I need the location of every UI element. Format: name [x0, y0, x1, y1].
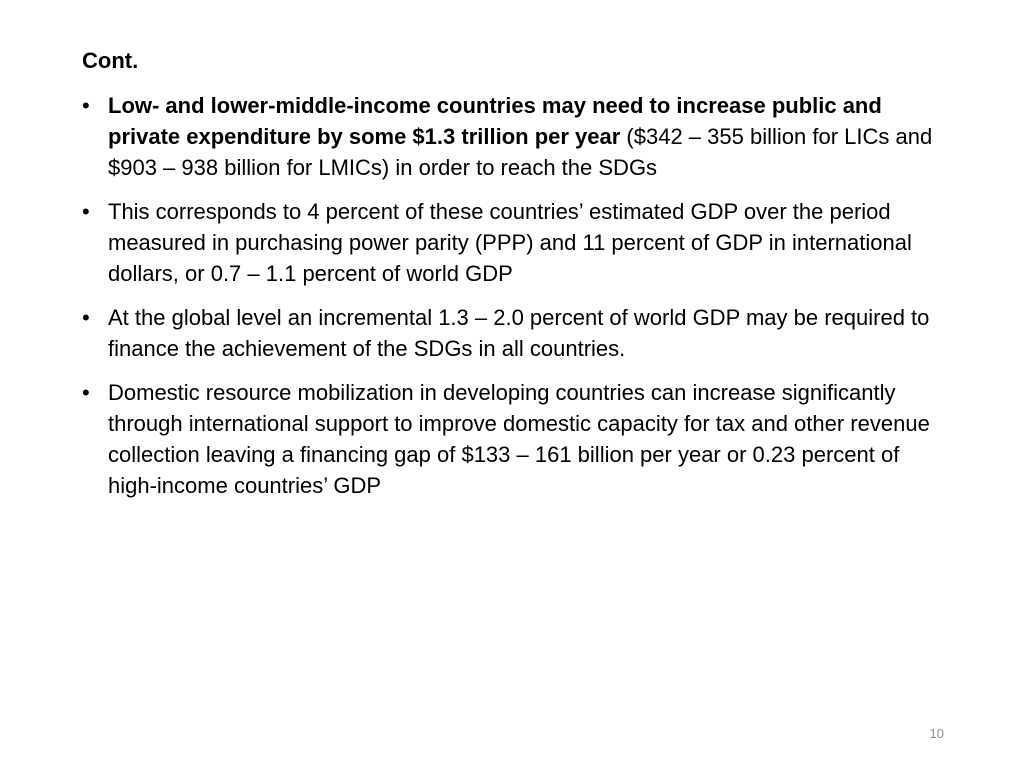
- bullet-icon: •: [82, 380, 90, 405]
- bullet-text: This corresponds to 4 percent of these countries’ estimated GDP over the period measured in purchasing power parity (PPP) and 11 percent of GDP in international dollars, or 0.7 – 1.1 percent of world GDP: [108, 199, 912, 286]
- slide-title: Cont.: [82, 48, 139, 73]
- bullet-item: [82, 302, 952, 364]
- bullet-item: [82, 196, 952, 289]
- bullet-text: ($342 – 355 billion for LICs and $903 – 938 billion for LMICs) in order to reach the SDGs: [108, 124, 933, 180]
- bullet-text: At the global level an incremental 1.3 – 2.0 percent of world GDP may be required to finance the achievement of the SDGs in all countries.: [108, 305, 930, 361]
- bullet-bold-text: Low- and lower-middle-income countries may need to increase public and private expenditure by some $1.3 trillion per year: [108, 93, 882, 149]
- bullet-item: [82, 90, 952, 183]
- bullet-icon: •: [82, 305, 90, 330]
- bullet-list: [82, 90, 952, 514]
- bullet-icon: •: [82, 93, 90, 118]
- page-number: 10: [929, 726, 944, 741]
- bullet-item: [82, 377, 952, 501]
- bullet-text: Domestic resource mobilization in developing countries can increase significantly through international support to improve domestic capacity for tax and other revenue collection leaving a financing gap of $133 – 161 billion per year or 0.23 percent of high-income countries’ GDP: [108, 380, 930, 498]
- bullet-icon: •: [82, 199, 90, 224]
